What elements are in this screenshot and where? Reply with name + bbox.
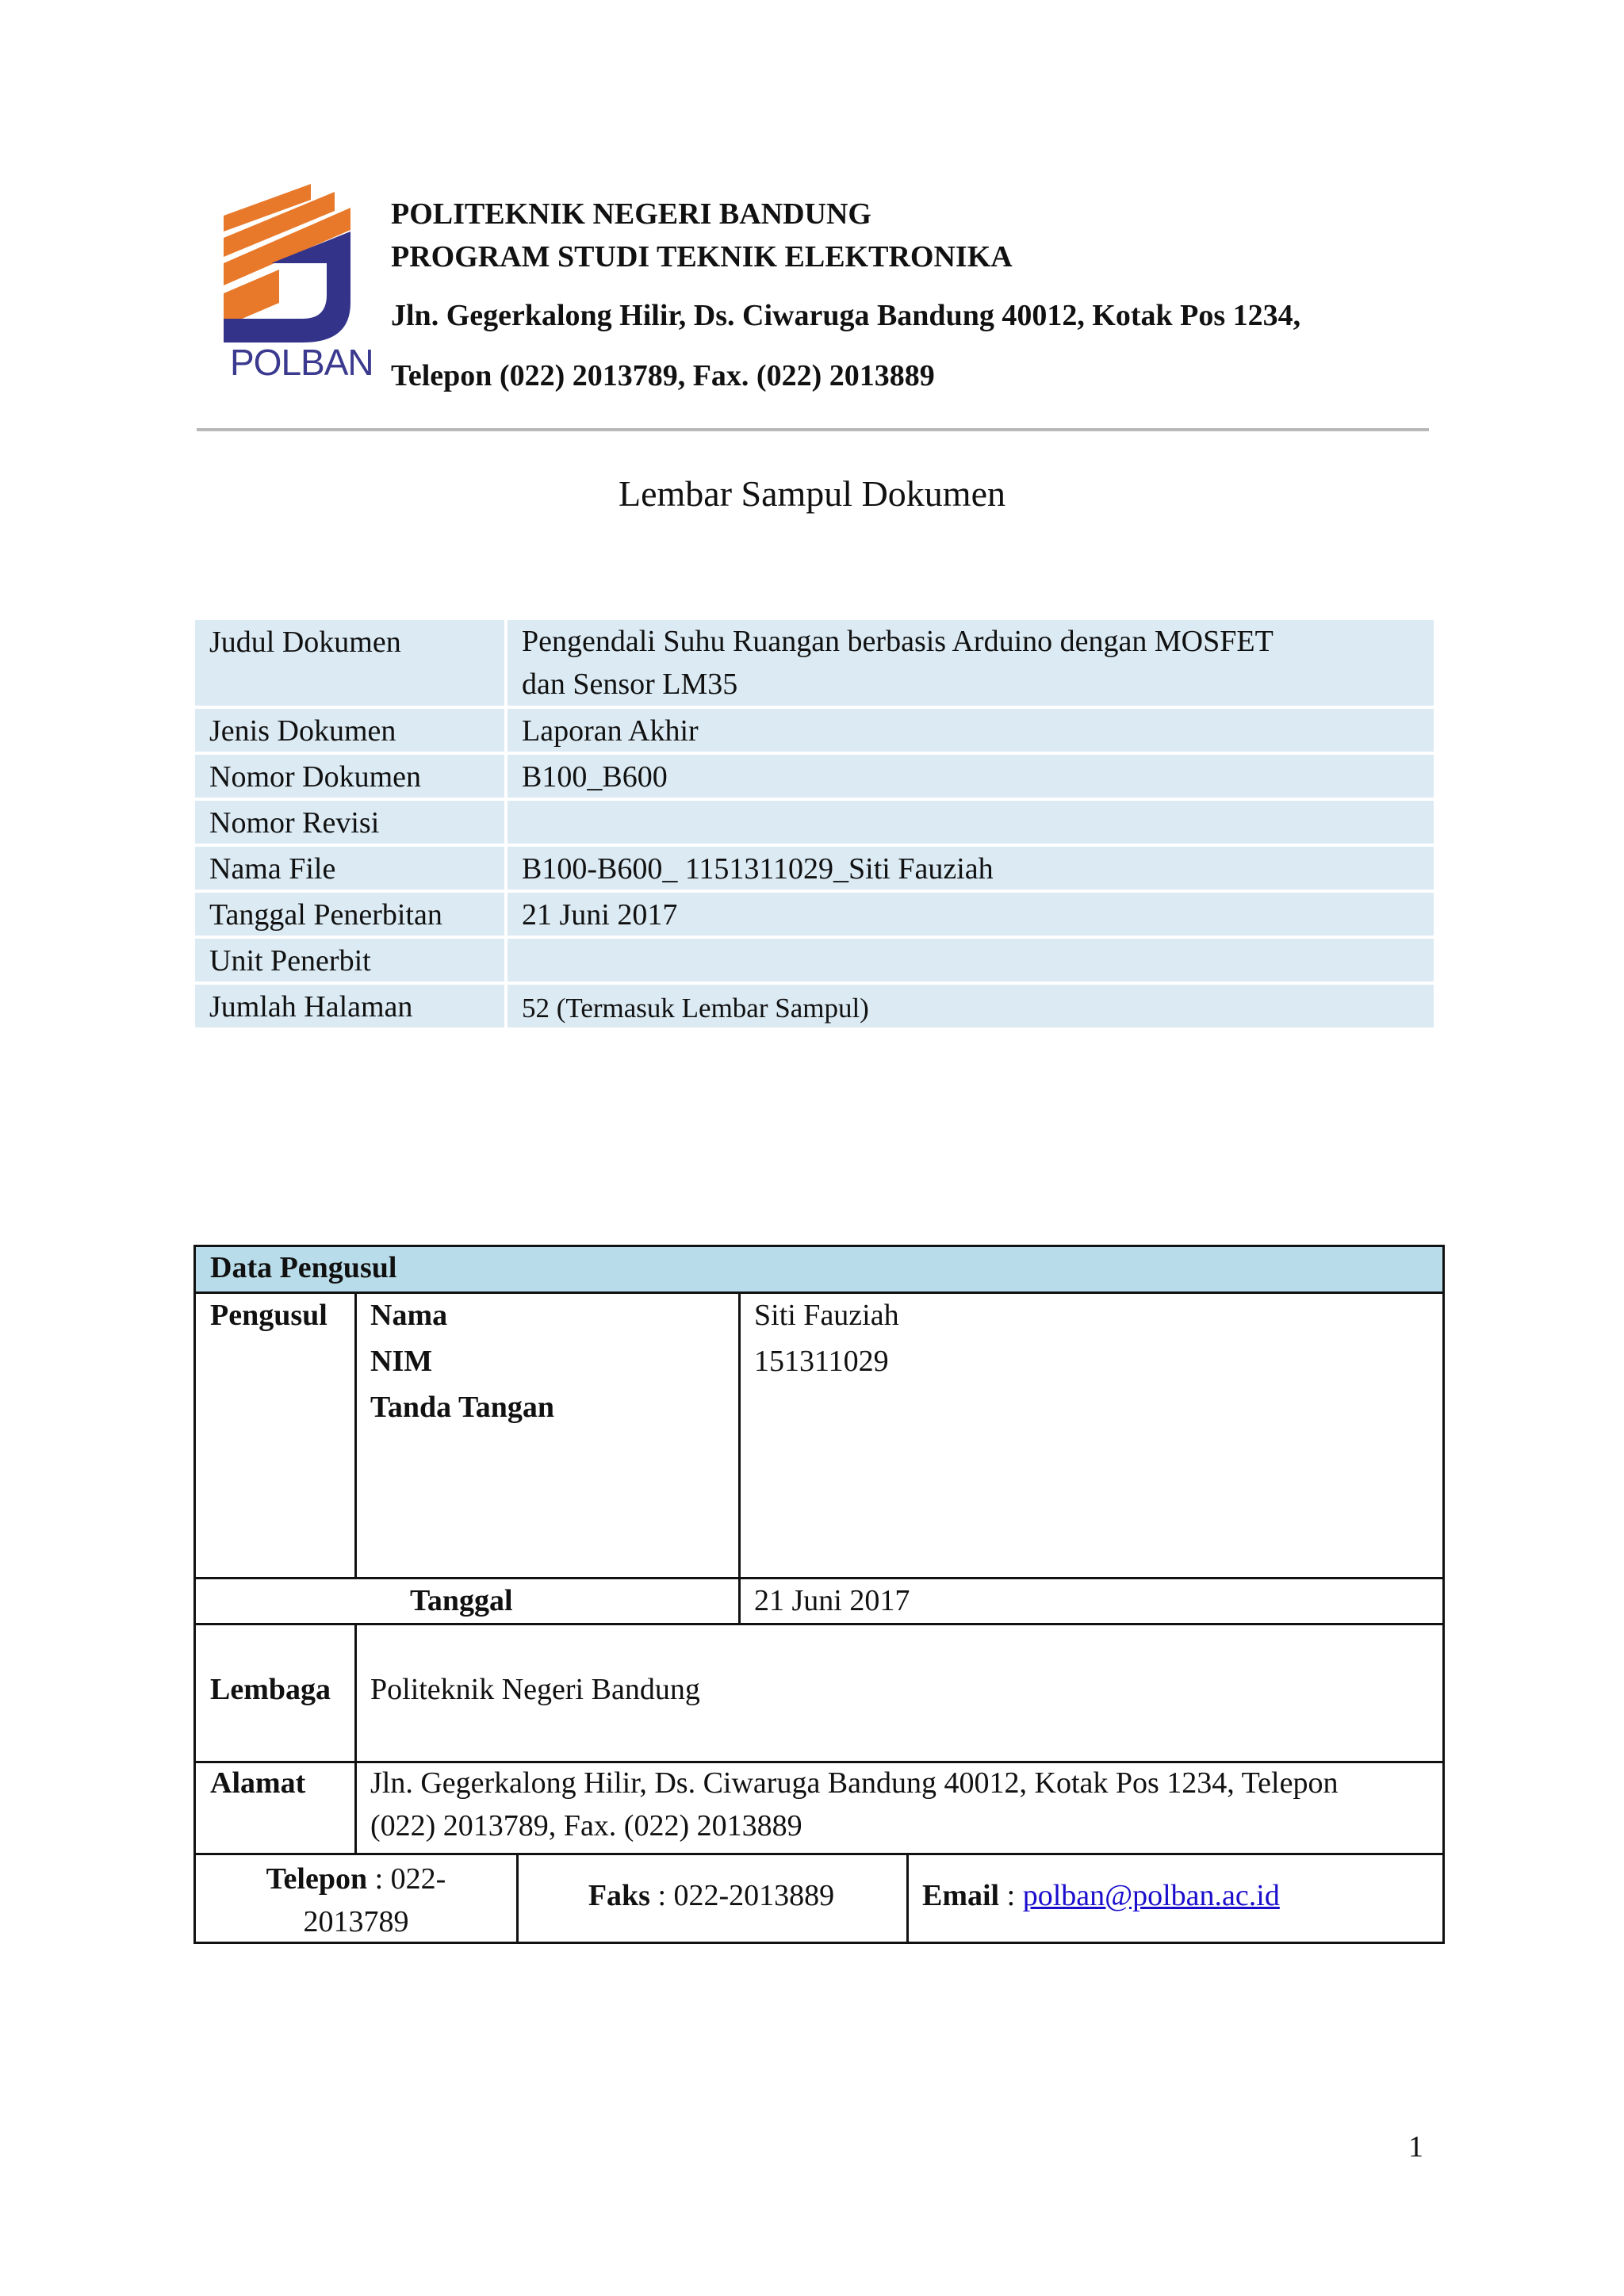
faks-value: : 022-2013889 xyxy=(657,1879,835,1912)
info-value: 21 Juni 2017 xyxy=(508,893,1434,936)
info-value: B100_B600 xyxy=(508,755,1434,798)
info-label: Tanggal Penerbitan xyxy=(195,893,504,936)
document-info-table xyxy=(195,620,1434,1031)
telepon-cell xyxy=(196,1858,516,1943)
info-label: Jenis Dokumen xyxy=(195,709,504,752)
faks-cell xyxy=(516,1878,906,1913)
tanggal-label: Tanggal xyxy=(410,1584,513,1617)
table-row xyxy=(195,939,1434,982)
info-label: Unit Penerbit xyxy=(195,939,504,982)
institution-name: POLITEKNIK NEGERI BANDUNG xyxy=(391,197,871,231)
divider xyxy=(738,1292,741,1624)
data-pengusul-table xyxy=(193,1245,1445,1944)
address-line-1: Jln. Gegerkalong Hilir, Ds. Ciwaruga Bandung 40012, Kotak Pos 1234, xyxy=(391,299,1301,332)
info-label: Jumlah Halaman xyxy=(195,985,504,1027)
table-row xyxy=(195,893,1434,936)
telepon-label: Telepon xyxy=(266,1862,368,1896)
info-value xyxy=(508,801,1434,844)
program-name: PROGRAM STUDI TEKNIK ELEKTRONIKA xyxy=(391,240,1013,274)
lembaga-value: Politeknik Negeri Bandung xyxy=(370,1673,700,1706)
divider xyxy=(354,1292,357,1577)
address-line-2: Telepon (022) 2013789, Fax. (022) 2013889 xyxy=(391,359,935,392)
info-label: Judul Dokumen xyxy=(195,620,504,706)
tanggal-value: 21 Juni 2017 xyxy=(754,1584,910,1617)
email-separator: : xyxy=(1006,1879,1016,1912)
nim-label: NIM xyxy=(370,1345,433,1378)
email-cell xyxy=(922,1878,1280,1913)
table-row xyxy=(195,985,1434,1027)
nama-value: Siti Fauziah xyxy=(754,1299,899,1332)
email-link[interactable]: polban@polban.ac.id xyxy=(1022,1879,1280,1912)
pengusul-label: Pengusul xyxy=(210,1299,327,1332)
divider xyxy=(354,1623,357,1853)
telepon-value-cont: 2013789 xyxy=(303,1905,409,1938)
divider xyxy=(906,1853,909,1942)
info-value: Laporan Akhir xyxy=(508,709,1434,752)
divider xyxy=(196,1853,1442,1855)
header-divider xyxy=(197,428,1429,431)
table-heading xyxy=(196,1247,1442,1292)
faks-label: Faks xyxy=(588,1879,650,1912)
info-value-line: dan Sensor LM35 xyxy=(522,668,738,701)
alamat-label: Alamat xyxy=(210,1766,306,1800)
table-row xyxy=(195,620,1434,706)
info-label: Nomor Revisi xyxy=(195,801,504,844)
alamat-line-1: Jln. Gegerkalong Hilir, Ds. Ciwaruga Bandung 40012, Kotak Pos 1234, Telepon xyxy=(370,1766,1339,1800)
email-label: Email xyxy=(922,1879,1000,1912)
table-row xyxy=(195,847,1434,890)
divider xyxy=(196,1292,1442,1294)
info-value xyxy=(508,939,1434,982)
divider xyxy=(196,1577,1442,1579)
info-label: Nomor Dokumen xyxy=(195,755,504,798)
logo-text: POLBAN xyxy=(230,342,373,383)
table-row xyxy=(195,801,1434,844)
divider xyxy=(196,1761,1442,1763)
alamat-line-2: (022) 2013789, Fax. (022) 2013889 xyxy=(370,1809,802,1843)
info-value-line: Pengendali Suhu Ruangan berbasis Arduino dengan MOSFET xyxy=(522,625,1274,658)
nim-value: 151311029 xyxy=(754,1345,889,1378)
page-title: Lembar Sampul Dokumen xyxy=(618,473,1005,514)
table-heading-text: Data Pengusul xyxy=(210,1251,397,1284)
lembaga-label: Lembaga xyxy=(210,1673,331,1706)
table-row xyxy=(195,755,1434,798)
info-value xyxy=(508,620,1434,706)
page-number: 1 xyxy=(1408,2130,1423,2164)
info-label: Nama File xyxy=(195,847,504,890)
nama-label: Nama xyxy=(370,1299,448,1332)
table-row xyxy=(195,709,1434,752)
info-value: 52 (Termasuk Lembar Sampul) xyxy=(508,985,1434,1027)
telepon-value: : 022- xyxy=(374,1862,446,1896)
divider xyxy=(196,1623,1442,1625)
info-value: B100-B600_ 1151311029_Siti Fauziah xyxy=(508,847,1434,890)
ttd-label: Tanda Tangan xyxy=(370,1391,555,1424)
